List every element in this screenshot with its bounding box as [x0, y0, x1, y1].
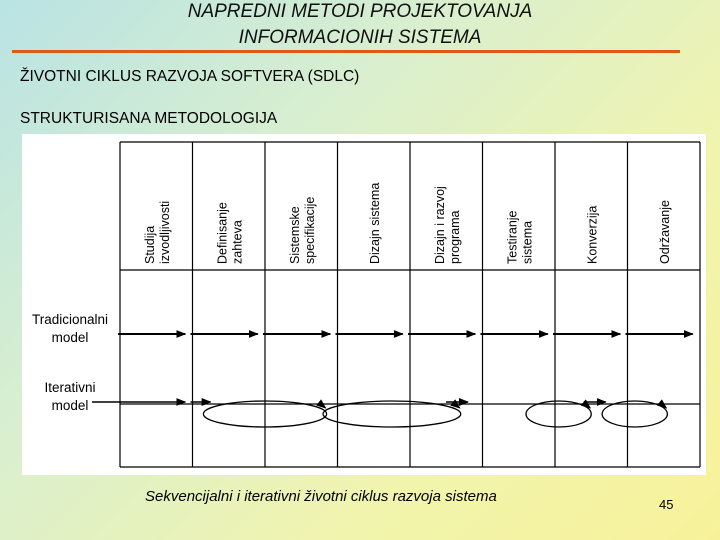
phase-label: izvodljivosti [157, 200, 172, 264]
row-label-0-1: model [51, 330, 89, 345]
phase-label: sistema [520, 220, 535, 264]
iterative-loop-2 [526, 401, 591, 427]
phase-label: Definisanje [215, 202, 230, 264]
row-label-1-1: model [51, 398, 89, 413]
sdlc-diagram [22, 134, 706, 475]
row-label-1-0: Iterativni [44, 380, 96, 395]
phase-label: programa [447, 210, 462, 264]
title-line-2: INFORMACIONIH SISTEMA [238, 27, 482, 48]
phase-header-3 [368, 183, 382, 264]
phase-label: zahteva [230, 220, 245, 264]
phase-header-5 [505, 210, 534, 264]
phase-header-1 [215, 202, 244, 264]
phase-label: specifikacije [302, 196, 317, 264]
phase-label: Konverzija [585, 205, 600, 264]
iterative-loop-3 [602, 401, 667, 427]
title-underline [12, 50, 680, 53]
phase-label: Dizajn i razvoj [432, 186, 447, 264]
phase-header-6 [585, 206, 599, 264]
phase-label: Održavanje [657, 200, 672, 264]
phase-header-4 [433, 186, 462, 264]
title-line-1: NAPREDNI METODI PROJEKTOVANJA [187, 1, 533, 22]
phase-label: Testiranje [505, 210, 520, 264]
row-label-0-0: Tradicionalni [31, 312, 109, 327]
iterative-loop-1 [323, 401, 461, 427]
phase-header-0 [143, 201, 172, 264]
phase-label: Dizajn sistema [367, 182, 382, 264]
heading-structured-methodology: STRUKTURISANA METODOLOGIJA [20, 110, 278, 127]
sdlc-diagram-svg [22, 134, 706, 475]
heading-sdlc: ŽIVOTNI CIKLUS RAZVOJA SOFTVERA (SDLC) [20, 68, 360, 85]
phase-header-2 [288, 197, 317, 264]
phase-label: Sistemske [287, 206, 302, 264]
page-number: 45 [659, 497, 674, 512]
figure-caption: Sekvencijalni i iterativni životni ciklus razvoja sistema [145, 488, 497, 505]
phase-label: Studija [142, 225, 157, 264]
phase-header-7 [658, 200, 672, 264]
